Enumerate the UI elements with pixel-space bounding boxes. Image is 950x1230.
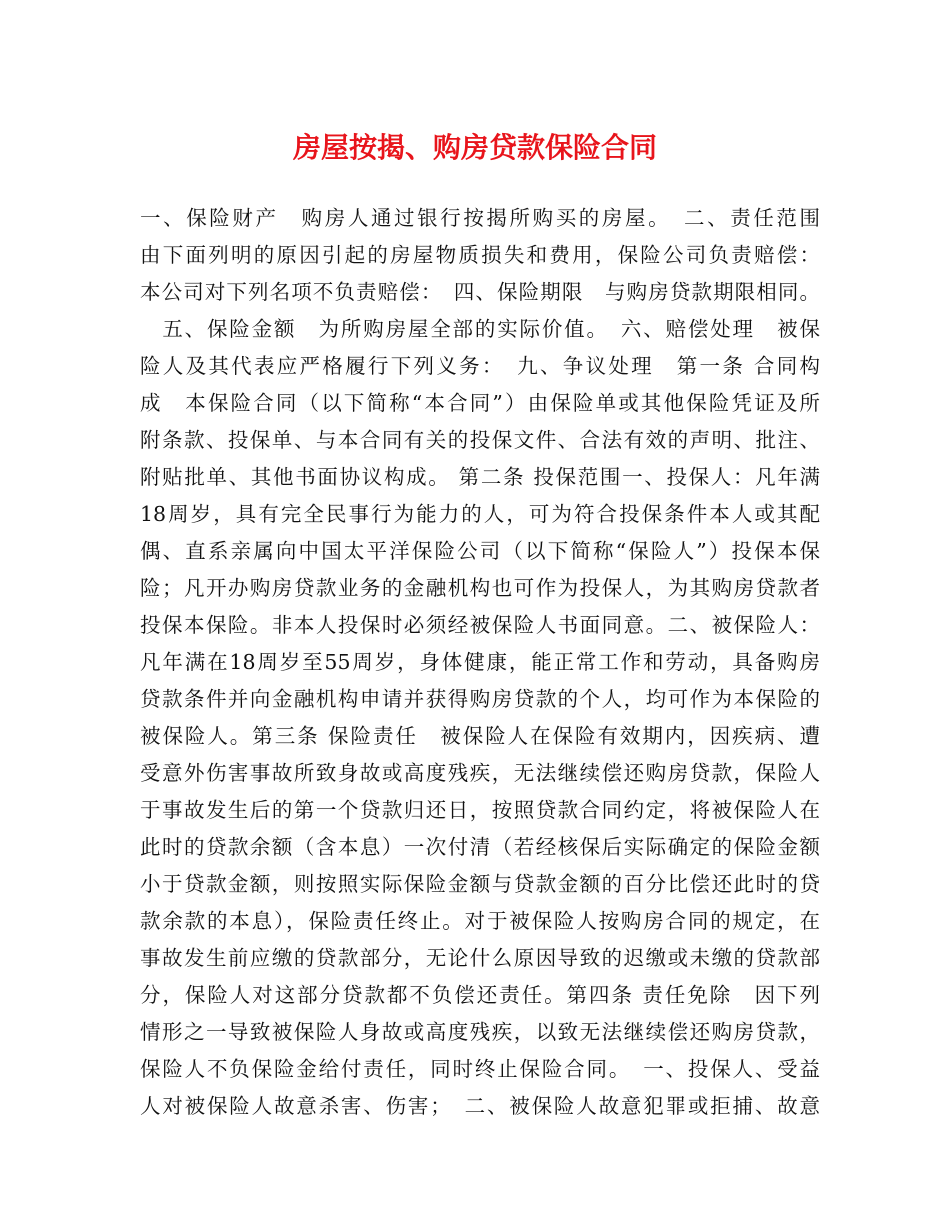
body-line: 人对被保险人故意杀害、伤害； 二、被保险人故意犯罪或拒捕、故意	[140, 1094, 820, 1118]
body-line: 附条款、投保单、与本合同有关的投保文件、合法有效的声明、批注、	[140, 428, 820, 452]
document-body	[140, 200, 820, 1125]
body-line: 五、保险金额 为所购房屋全部的实际价值。 六、赔偿处理 被保	[140, 317, 820, 341]
body-line: 成 本保险合同（以下简称“本合同”）由保险单或其他保险凭证及所	[140, 391, 820, 415]
body-line: 被保险人。第三条 保险责任 被保险人在保险有效期内，因疾病、遭	[140, 724, 820, 748]
body-line: 分，保险人对这部分贷款都不负偿还责任。第四条 责任免除 因下列	[140, 983, 820, 1007]
body-line: 险；凡开办购房贷款业务的金融机构也可作为投保人，为其购房贷款者	[140, 576, 820, 600]
body-line: 事故发生前应缴的贷款部分，无论什么原因导致的迟缴或未缴的贷款部	[140, 946, 820, 970]
body-line: 险人及其代表应严格履行下列义务： 九、争议处理 第一条 合同构	[140, 354, 820, 378]
body-line: 偶、直系亲属向中国太平洋保险公司（以下简称“保险人”）投保本保	[140, 539, 820, 563]
body-line: 受意外伤害事故所致身故或高度残疾，无法继续偿还购房贷款，保险人	[140, 761, 820, 785]
body-line: 18周岁，具有完全民事行为能力的人，可为符合投保条件本人或其配	[140, 502, 820, 526]
body-line: 情形之一导致被保险人身故或高度残疾，以致无法继续偿还购房贷款，	[140, 1020, 820, 1044]
body-line: 于事故发生后的第一个贷款归还日，按照贷款合同约定，将被保险人在	[140, 798, 820, 822]
body-line: 凡年满在18周岁至55周岁，身体健康，能正常工作和劳动，具备购房	[140, 650, 820, 674]
body-line: 一、保险财产 购房人通过银行按揭所购买的房屋。 二、责任范围	[140, 206, 820, 230]
body-line: 由下面列明的原因引起的房屋物质损失和费用，保险公司负责赔偿：	[140, 243, 820, 267]
body-line: 保险人不负保险金给付责任，同时终止保险合同。 一、投保人、受益	[140, 1057, 820, 1081]
document-title: 房屋按揭、购房贷款保险合同	[292, 131, 657, 164]
body-line: 款余款的本息），保险责任终止。对于被保险人按购房合同的规定，在	[140, 909, 820, 933]
body-line: 贷款条件并向金融机构申请并获得购房贷款的个人，均可作为本保险的	[140, 687, 820, 711]
body-line: 小于贷款金额，则按照实际保险金额与贷款金额的百分比偿还此时的贷	[140, 872, 820, 896]
body-line: 附贴批单、其他书面协议构成。 第二条 投保范围一、投保人：凡年满	[140, 465, 820, 489]
body-line: 此时的贷款余额（含本息）一次付清（若经核保后实际确定的保险金额	[140, 835, 820, 859]
body-line: 投保本保险。非本人投保时必须经被保险人书面同意。二、被保险人：	[140, 613, 820, 637]
body-line: 本公司对下列名项不负责赔偿： 四、保险期限 与购房贷款期限相同。	[140, 280, 820, 304]
